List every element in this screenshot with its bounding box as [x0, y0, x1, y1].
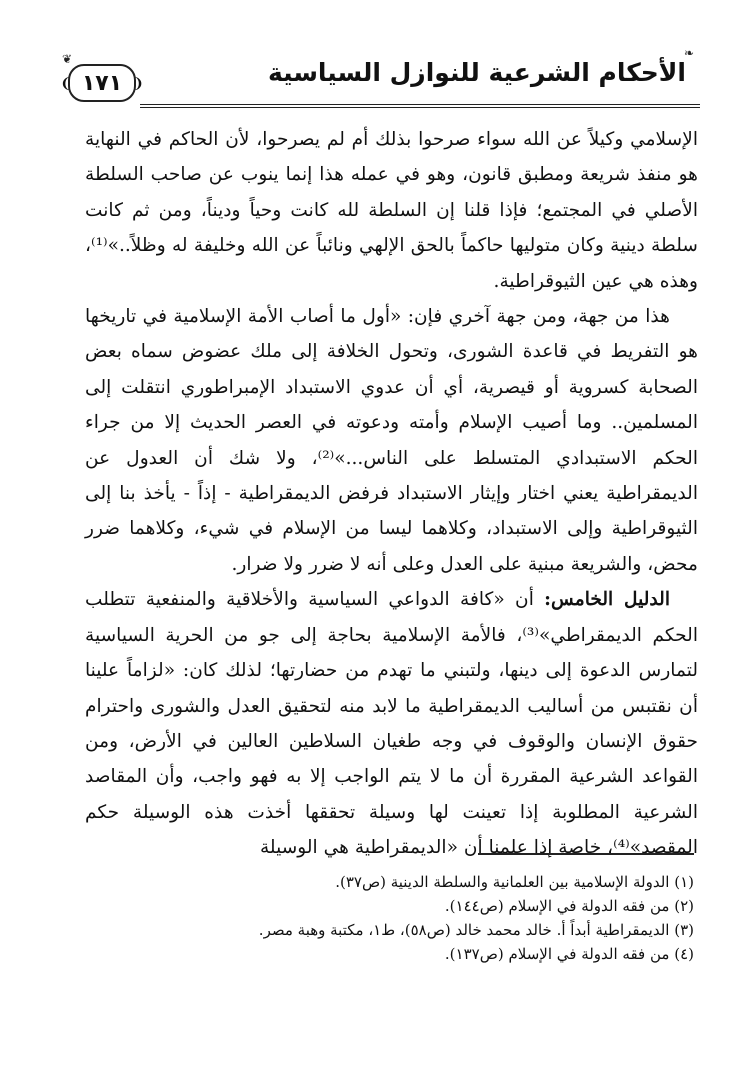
paragraph-3-lead: الدليل الخامس: [544, 589, 671, 611]
header-divider [140, 104, 700, 108]
frame-cap-right-icon: ❩ [132, 76, 144, 92]
page-number-frame [60, 64, 144, 102]
paragraph-1: الإسلامي وكيلاً عن الله سواء صرحوا بذلك أم لم يصرحوا، لأن الحاكم في النهاية هو منفذ شريعة ومطبق قانون، وهو في عمله هذا إنما ينوب عن صاحب السلطة الأصلي في المجتمع؛ فإذا قلنا إن السلطة لله كانت وحياً وديناً، ومن ثم كانت سلطة دينية وكان متوليها حاكماً بالحق الإلهي ونائباً عن الله وخليفة له وظلاً..»⁽¹⁾، وهذه هي عين الثيوقراطية. [85, 129, 698, 292]
page-header [60, 38, 700, 110]
footnote-4: (٤) من فقه الدولة في الإسلام (ص١٣٧). [444, 945, 694, 963]
footnotes [134, 870, 694, 966]
footnote-divider [478, 853, 694, 855]
footnote-1: (١) الدولة الإسلامية بين العلمانية والسلطة الدينية (ص٣٧). [335, 873, 694, 891]
running-title: الأحكام الشرعية للنوازل السياسية [267, 58, 686, 87]
paragraph-3 [85, 582, 698, 865]
ornament-left-icon: ❦ [62, 52, 72, 66]
ornament-right-icon: ❧ [683, 46, 694, 60]
footnote-2: (٢) من فقه الدولة في الإسلام (ص١٤٤). [444, 897, 694, 915]
page-number: ١٧١ [81, 70, 123, 96]
frame-cap-left-icon: ❨ [60, 76, 72, 92]
paragraph-3-text: أن «كافة الدواعي السياسية والأخلاقية والمنفعية تتطلب الحكم الديمقراطي»⁽³⁾، فالأمة الإسلامية بحاجة إلى جو من الحرية السياسية لتمارس الدعوة إلى دينها، ولتبني ما تهدم من حضارتها؛ لذلك كان: «لزاماً علينا أن نقتبس من أساليب الديمقراطية ما لابد منه لتحقيق العدل والشورى واحترام حقوق الإنسان والوقوف في وجه طغيان السلاطين العالين في الأرض، ومن القواعد الشرعية المقررة أن ما لا يتم الواجب إلا به فهو واجب، وأن المقاصد الشرعية المطلوبة إذا تعينت لها وسيلة تحققها أخذت هذه الوسيلة حكم المقصد»⁽⁴⁾، خاصة إذا علمنا أن «الديمقراطية هي الوسيلة [85, 589, 698, 859]
paragraph-2: هذا من جهة، ومن جهة آخري فإن: «أول ما أصاب الأمة الإسلامية في تاريخها هو التفريط في قاعدة الشورى، وتحول الخلافة إلى ملك عضوض سماه بعض الصحابة كسروية أو قيصرية، أي أن عدوي الاستبداد الإمبراطوري انتقلت إلى المسلمين.. وما أصيب الإسلام وأمته ودعوته في العصر الحديث إلا من جراء الحكم الاستبدادي المتسلط على الناس...»⁽²⁾، ولا شك أن العدول عن الديمقراطية يعني اختار وإيثار الاستبداد فرفض الديمقراطية - إذاً - يأخذ بنا إلى الثيوقراطية وإلى الاستبداد، وكلاهما ليسا من الإسلام في شيء، وكلاهما ضرر محض، والشريعة مبنية على العدل وعلى أنه لا ضرر ولا ضرار. [85, 306, 698, 575]
footnote-3: (٣) الديمقراطية أبداً أ. خالد محمد خالد (ص٥٨)، ط١، مكتبة وهبة مصر. [258, 921, 694, 939]
main-text [85, 122, 698, 866]
